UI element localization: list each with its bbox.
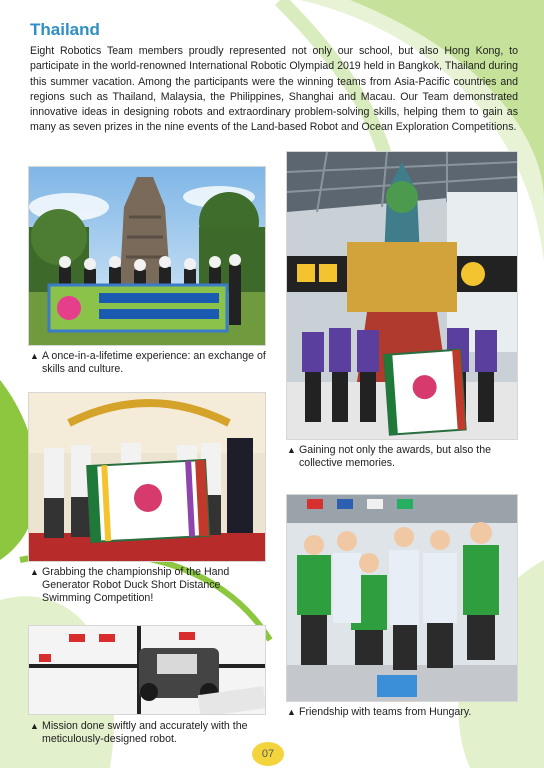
page-title: Thailand <box>30 20 100 39</box>
caption-text: Grabbing the championship of the Hand Generator Robot Duck Short Distance Swimming Competition! <box>42 566 230 604</box>
caption-ruins <box>30 350 266 376</box>
caption-text: A once-in-a-lifetime experience: an exchange of skills and culture. <box>42 350 266 375</box>
caption-text: Friendship with teams from Hungary. <box>299 706 472 718</box>
caption-marker: ▲ <box>30 721 39 731</box>
caption-marker: ▲ <box>287 707 296 717</box>
caption-airport <box>287 444 517 470</box>
intro-paragraph: Eight Robotics Team members proudly represented not only our school, but also Hong Kong, to participate in the world-renowned International Robotic Olympiad 2019 held in Bangkok, Thailand during this summer vacation. Among the participants were the winning teams from Asia-Pacific countries and regions such as Thailand, Malaysia, the Philippines, Shanghai and Macau. Our Team demonstrated innovative ideas in designing robots and extraordinary problem-solving skills, helping them to gain as many as seven prizes in the nine events of the Land-based Robot and Ocean Exploration Competitions. <box>30 45 518 134</box>
caption-marker: ▲ <box>30 567 39 577</box>
photo-robot-mat <box>28 625 266 715</box>
caption-robot <box>30 720 270 746</box>
photo-ruins-group <box>28 166 266 346</box>
photo-airport-statue <box>286 151 518 440</box>
photo-friendship-group <box>286 494 518 702</box>
caption-marker: ▲ <box>287 445 296 455</box>
caption-text: Mission done swiftly and accurately with the meticulously-designed robot. <box>42 720 248 745</box>
photo-award-stage <box>28 392 266 562</box>
caption-text: Gaining not only the awards, but also the collective memories. <box>299 444 491 469</box>
caption-award <box>30 566 266 605</box>
caption-friendship <box>287 706 517 719</box>
page-number: 07 <box>252 742 284 766</box>
caption-marker: ▲ <box>30 351 39 361</box>
